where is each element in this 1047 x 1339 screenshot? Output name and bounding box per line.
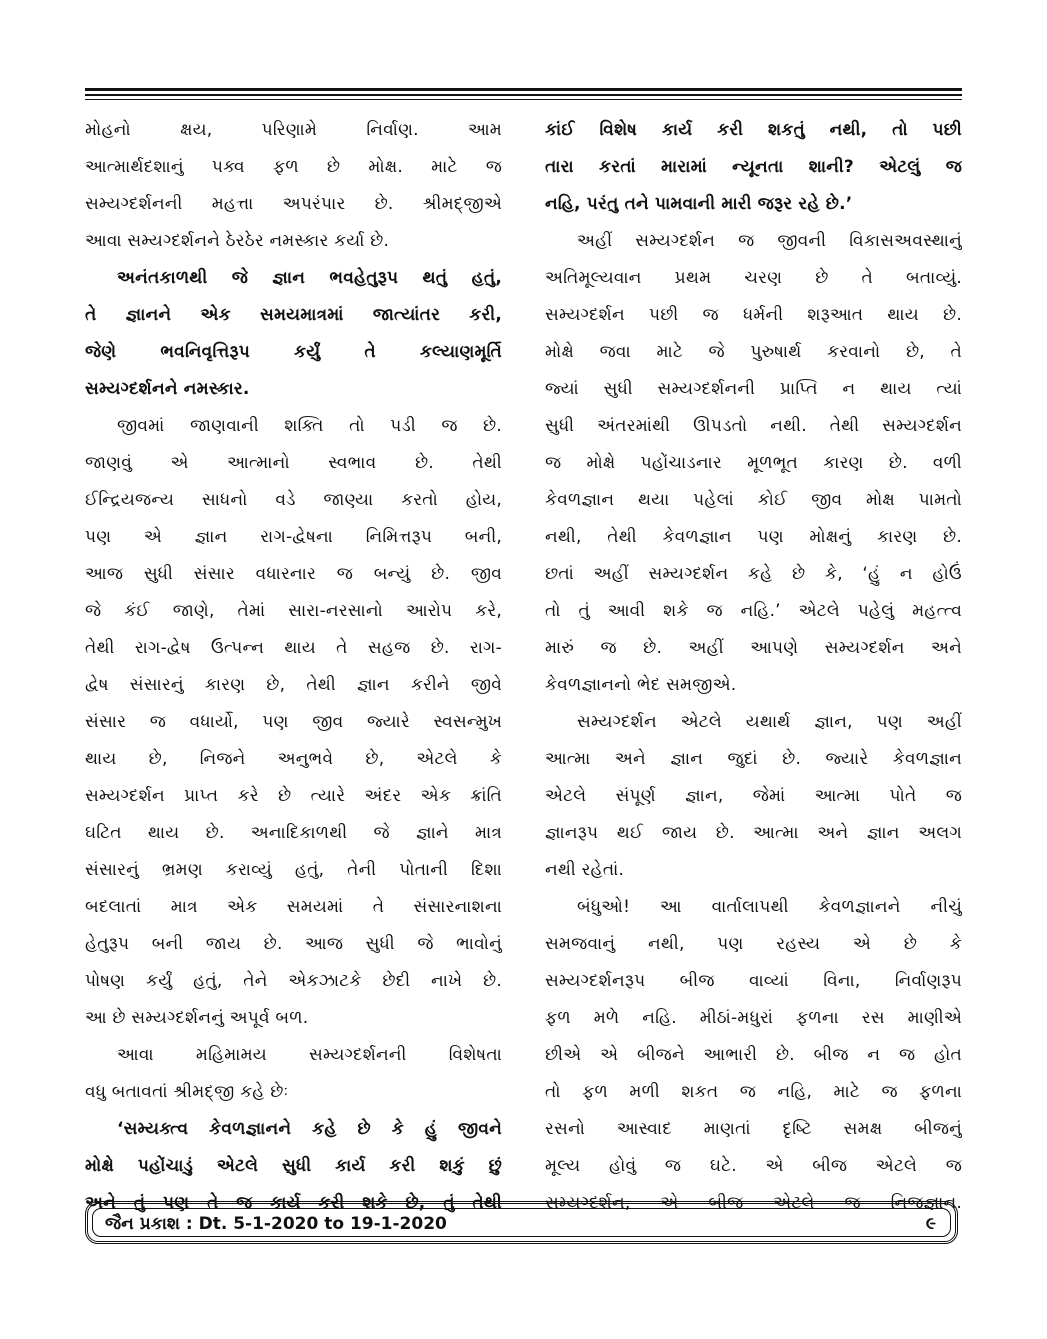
text-line: પોષણ કર્યું હતું, તેને એકઝાટકે છેદી નાખે છે. [85, 971, 502, 991]
text-line: નથી રહેતાં. [545, 860, 625, 880]
text-line: કાંઈ વિશેષ કાર્ય કરી શકતું નથી, તો પછી [545, 120, 962, 140]
text-line: જે કંઈ જાણે, તેમાં સારા-નરસાનો આરોપ કરે, [85, 601, 502, 621]
text-line: સમ્યગ્દર્શનને નમસ્કાર. [85, 379, 250, 399]
text-line: મૂલ્ય હોવું જ ઘટે. એ બીજ એટલે જ [545, 1156, 962, 1176]
text-line: પણ એ જ્ઞાન રાગ-દ્વેષના નિમિત્તરૂપ બની, [85, 527, 502, 547]
text-line: સંસાર જ વધાર્યો, પણ જીવ જ્યારે સ્વસન્મુખ [85, 712, 502, 732]
text-line: છતાં અહીં સમ્યગ્દર્શન કહે છે કે, ‘હું ન હોઉં [545, 564, 962, 584]
text-line: મોક્ષે પહોંચાડું એટલે સુધી કાર્ય કરી શકું છું [85, 1156, 502, 1176]
text-line: મોહનો ક્ષય, પરિણામે નિર્વાણ. આમ [85, 120, 502, 140]
text-line: ફળ મળે નહિ. મીઠાં-મધુરાં ફળના રસ માણીએ [545, 1008, 962, 1028]
text-line: આવા મહિમામય સમ્યગ્દર્શનની વિશેષતા [117, 1045, 502, 1065]
text-line: કેવળજ્ઞાન થયા પહેલાં કોઈ જીવ મોક્ષ પામતો [545, 490, 962, 510]
text-line: જ મોક્ષે પહોંચાડનાર મૂળભૂત કારણ છે. વળી [545, 453, 962, 473]
text-line: તારા કરતાં મારામાં ન્યૂનતા શાની? એટલું જ [545, 157, 962, 177]
text-line: સમજવાનું નથી, પણ રહસ્ય એ છે કે [545, 934, 962, 954]
text-line: તે જ્ઞાનને એક સમયમાત્રમાં જાત્યાંતર કરી, [85, 305, 502, 325]
text-line: મારું જ છે. અહીં આપણે સમ્યગ્દર્શન અને [545, 638, 962, 658]
text-line: અહીં સમ્યગ્દર્શન જ જીવની વિકાસઅવસ્થાનું [577, 231, 962, 251]
text-line: આજ સુધી સંસાર વધારનાર જ બન્યું છે. જીવ [85, 564, 502, 584]
text-line: વધુ બતાવતાં શ્રીમદ્જી કહે છેઃ [85, 1082, 289, 1102]
text-line: જીવમાં જાણવાની શક્તિ તો પડી જ છે. [117, 416, 502, 436]
text-line: થાય છે, નિજને અનુભવે છે, એટલે કે [85, 749, 502, 769]
text-line: સુધી અંતરમાંથી ઊપડતો નથી. તેથી સમ્યગ્દર્શન [545, 416, 962, 436]
text-line: સમ્યગ્દર્શન એટલે યથાર્થ જ્ઞાન, પણ અહીં [577, 712, 962, 732]
text-line: જ્યાં સુધી સમ્યગ્દર્શનની પ્રાપ્તિ ન થાય ત્યાં [545, 379, 962, 399]
text-line: અતિમૂલ્યવાન પ્રથમ ચરણ છે તે બતાવ્યું. [545, 268, 962, 288]
footer-publication: જૈન પ્રકાશ : Dt. 5-1-2020 to 19-1-2020 [105, 1214, 447, 1234]
text-line: હેતુરૂપ બની જાય છે. આજ સુધી જે ભાવોનું [85, 934, 502, 954]
text-line: અને તું પણ તે જ કાર્ય કરી શકે છે, તું તેથી [85, 1193, 502, 1213]
text-line: જાણવું એ આત્માનો સ્વભાવ છે. તેથી [85, 453, 502, 473]
text-line: સમ્યગ્દર્શન પછી જ ધર્મની શરૂઆત થાય છે. [545, 305, 962, 325]
text-line: સમ્યગ્દર્શન પ્રાપ્ત કરે છે ત્યારે અંદર એક ક્રાંતિ [85, 786, 502, 806]
text-line: નથી, તેથી કેવળજ્ઞાન પણ મોક્ષનું કારણ છે. [545, 527, 962, 547]
text-line: ઈન્દ્રિયજન્ય સાધનો વડે જાણ્યા કરતો હોય, [85, 490, 502, 510]
text-line: જ્ઞાનરૂપ થઈ જાય છે. આત્મા અને જ્ઞાન અલગ [545, 823, 962, 843]
text-line: સમ્યગ્દર્શન, એ બીજ એટલે જ નિજજ્ઞાન. [545, 1193, 962, 1213]
text-line: ઘટિત થાય છે. અનાદિકાળથી જે જ્ઞાને માત્ર [85, 823, 502, 843]
text-line: કેવળજ્ઞાનનો ભેદ સમજીએ. [545, 675, 737, 695]
text-line: જેણે ભવનિવૃત્તિરૂપ કર્યું તે કલ્યાણમૂર્તિ [85, 342, 502, 362]
text-line: અનંતકાળથી જે જ્ઞાન ભવહેતુરૂપ થતું હતું, [117, 268, 502, 288]
footer-frame [85, 1201, 958, 1244]
text-line: તો ફળ મળી શકત જ નહિ, માટે જ ફળના [545, 1082, 962, 1102]
header-rule-thin [85, 99, 962, 100]
text-line: બંધુઓ! આ વાર્તાલાપથી કેવળજ્ઞાનને નીચું [577, 897, 962, 917]
text-line: મોક્ષે જવા માટે જે પુરુષાર્થ કરવાનો છે, તે [545, 342, 962, 362]
text-column-left [85, 112, 502, 1222]
text-line: તો તું આવી શકે જ નહિ.’ એટલે પહેલું મહત્ત્વ [545, 601, 962, 621]
text-line: આત્મા અને જ્ઞાન જુદાં છે. જ્યારે કેવળજ્ઞાન [545, 749, 962, 769]
text-line: ‘સમ્યક્ત્વ કેવળજ્ઞાનને કહે છે કે હું જીવને [117, 1119, 502, 1139]
header-rule-thick [85, 88, 962, 91]
text-line: બદલાતાં માત્ર એક સમયમાં તે સંસારનાશના [85, 897, 502, 917]
footer-inner-frame [92, 1208, 951, 1237]
header-rule-medium [85, 94, 962, 96]
text-line: સંસારનું ભ્રમણ કરાવ્યું હતું, તેની પોતાની દિશા [85, 860, 502, 880]
text-line: આત્માર્થદશાનું પક્વ ફળ છે મોક્ષ. માટે જ [85, 157, 502, 177]
text-line: દ્વેષ સંસારનું કારણ છે, તેથી જ્ઞાન કરીને જીવે [85, 675, 502, 695]
text-line: આવા સમ્યગ્દર્શનને ઠેરઠેર નમસ્કાર કર્યા છે. [85, 231, 390, 251]
text-line: એટલે સંપૂર્ણ જ્ઞાન, જેમાં આત્મા પોતે જ [545, 786, 962, 806]
page-number: ૯ [925, 1214, 936, 1234]
text-line: સમ્યગ્દર્શનની મહત્તા અપરંપાર છે. શ્રીમદ્જીએ [85, 194, 502, 214]
text-line: તેથી રાગ-દ્વેષ ઉત્પન્ન થાય તે સહજ છે. રાગ- [85, 638, 502, 658]
text-line: છીએ એ બીજને આભારી છે. બીજ ન જ હોત [545, 1045, 962, 1065]
text-line: સમ્યગ્દર્શનરૂપ બીજ વાવ્યાં વિના, નિર્વાણરૂપ [545, 971, 962, 991]
text-line: આ છે સમ્યગ્દર્શનનું અપૂર્વ બળ. [85, 1008, 309, 1028]
text-line: રસનો આસ્વાદ માણતાં દૃષ્ટિ સમક્ષ બીજનું [545, 1119, 962, 1139]
text-column-right [545, 112, 962, 1222]
text-line: નહિ, પરંતુ તને પામવાની મારી જરૂર રહે છે.’ [545, 194, 853, 214]
